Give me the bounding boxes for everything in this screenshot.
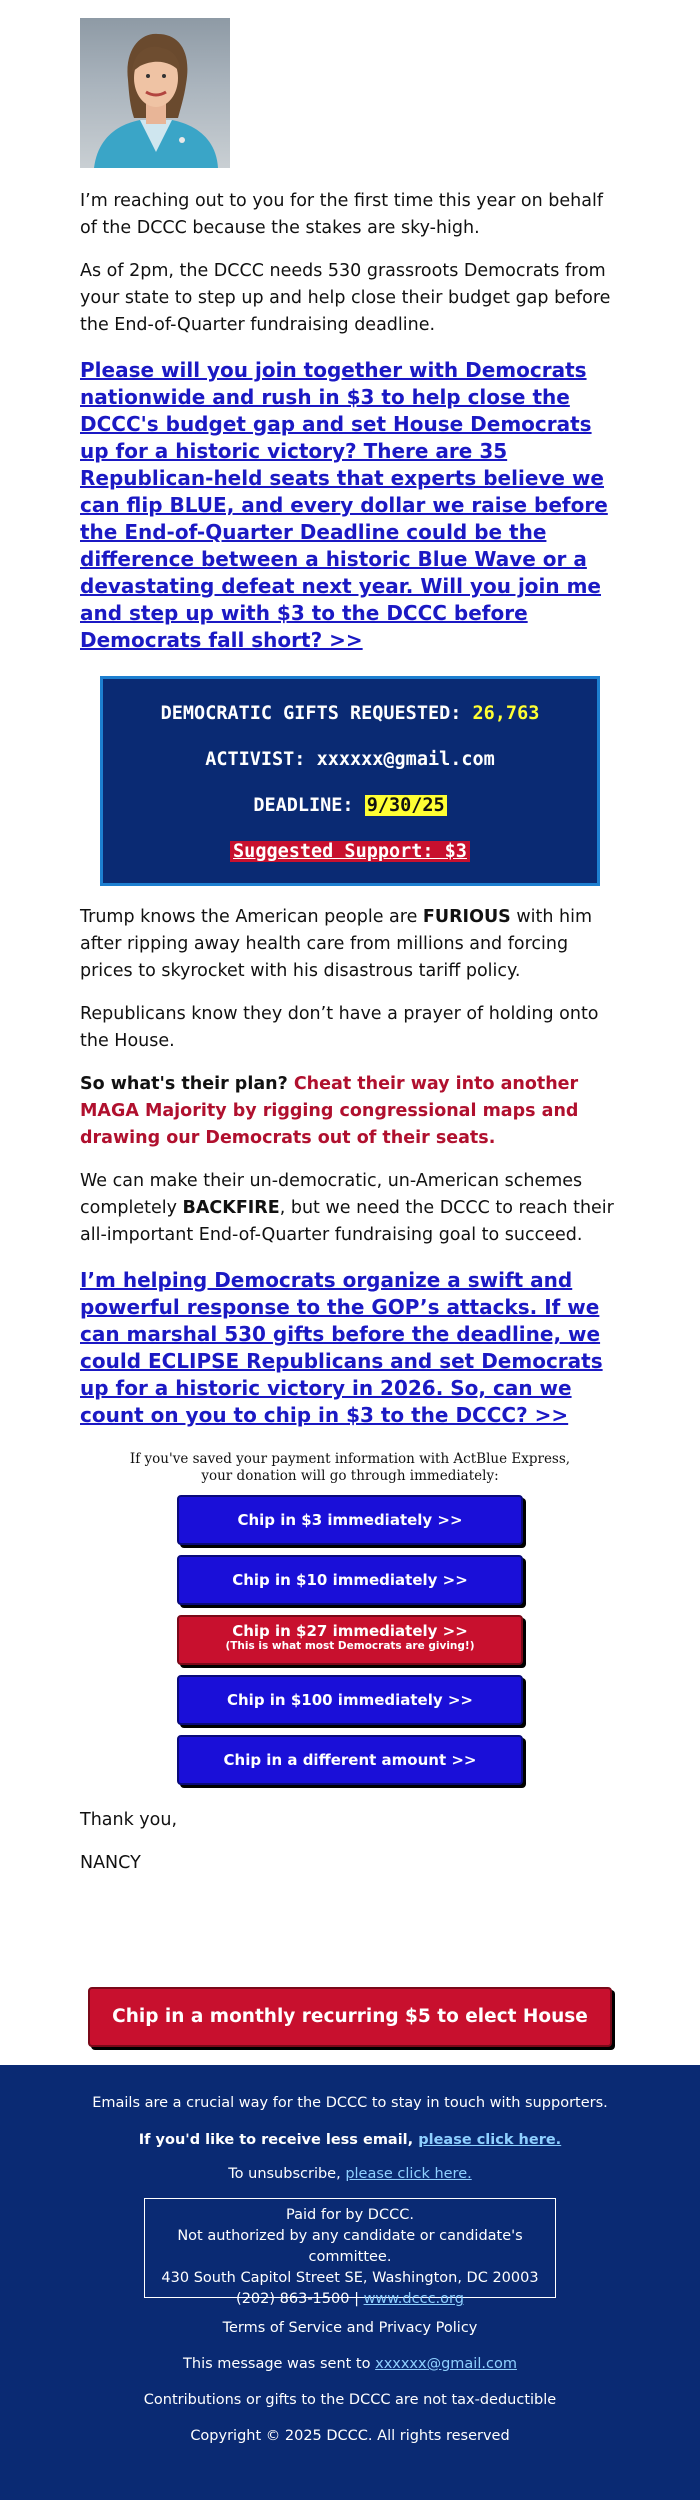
terms-link[interactable]: Terms of Service and Privacy Policy: [222, 2320, 478, 2336]
trump-text: Trump knows the American people are: [80, 907, 423, 927]
intro-paragraph: I’m reaching out to you for the first time this year on behalf of the DCCC because the stakes are sky-high.: [80, 191, 603, 238]
deadline-row: [103, 783, 597, 829]
sent-to-email-link[interactable]: xxxxxx@gmail.com: [375, 2356, 517, 2372]
republicans-paragraph: Republicans know they don’t have a prayer of holding onto the House.: [80, 1004, 599, 1051]
actblue-note-line: your donation will go through immediately:: [201, 1468, 499, 1484]
backfire-emphasis: BACKFIRE: [182, 1198, 280, 1218]
less-email-line: [0, 2132, 700, 2148]
plan-paragraph: [80, 1071, 620, 1152]
backfire-paragraph: [80, 1168, 620, 1249]
unsubscribe-line: [0, 2166, 700, 2182]
paid-for-box: [144, 2198, 556, 2307]
email-body: [80, 18, 620, 2047]
gifts-requested-label: DEMOCRATIC GIFTS REQUESTED:: [160, 703, 462, 724]
gifts-requested-row: [103, 691, 597, 737]
backfire-text-end: , but we need the DCCC to reach their all-important End-of-Quarter fundraising goal to succeed.: [80, 1198, 614, 1245]
activist-value: xxxxxx@gmail.com: [316, 749, 495, 770]
unsubscribe-link[interactable]: please click here.: [345, 2166, 472, 2182]
footer: [0, 2065, 700, 2500]
chip-other-amount-button[interactable]: Chip in a different amount >>: [177, 1735, 523, 1785]
signature: NANCY: [80, 1853, 141, 1873]
donate-link-main[interactable]: Please will you join together with Democrats nationwide and rush in $3 to help close the DCCC's budget gap and set House Democrats up for a historic victory? There are 35 Republican-held seats that experts believe we can flip BLUE, and every dollar we raise before the End-of-Quarter Deadline could be the difference between a historic Blue Wave or a devastating defeat next year. Will you join me and step up with $3 to the DCCC before Democrats fall short? >>: [80, 358, 608, 652]
chip-100-button[interactable]: Chip in $100 immediately >>: [177, 1675, 523, 1725]
paid-for-text: Paid for by DCCC.: [286, 2207, 414, 2223]
website-link[interactable]: www.dccc.org: [363, 2291, 464, 2307]
gift-request-box: [100, 676, 600, 886]
chip-27-label: Chip in $27 immediately >>: [232, 1622, 468, 1640]
intro-paragraph: As of 2pm, the DCCC needs 530 grassroots Democrats from your state to step up and help close their budget gap before the End-of-Quarter fundraising deadline.: [80, 261, 611, 335]
chip-10-button[interactable]: Chip in $10 immediately >>: [177, 1555, 523, 1605]
deadline-label: DEADLINE:: [253, 795, 354, 816]
signoff: Thank you,: [80, 1810, 178, 1830]
address-text: 430 South Capitol Street SE, Washington, DC 20003: [161, 2270, 539, 2286]
copyright: Copyright © 2025 DCCC. All rights reserved: [190, 2428, 510, 2444]
trump-text-end: with him after ripping away health care from millions and forcing prices to skyrocket with his disastrous tariff policy.: [80, 907, 593, 981]
donate-link-secondary[interactable]: I’m helping Democrats organize a swift and powerful response to the GOP’s attacks. If we can marshal 530 gifts before the deadline, we could ECLIPSE Republicans and set Democrats up for a historic victory in 2026. So, can we count on you to chip in $3 to the DCCC? >>: [80, 1268, 603, 1427]
chip-27-button[interactable]: [177, 1615, 523, 1665]
sent-to-line: [0, 2356, 700, 2372]
tax-notice: Contributions or gifts to the DCCC are not tax-deductible: [143, 2392, 557, 2408]
suggested-support-link[interactable]: Suggested Support: $3: [230, 841, 470, 862]
activist-row: [103, 737, 597, 783]
plan-answer: Cheat their way into another MAGA Majority by rigging congressional maps and drawing our Democrats out of their seats.: [80, 1074, 579, 1148]
less-email-text: If you'd like to receive less email,: [138, 2132, 414, 2148]
gifts-requested-value: 26,763: [472, 703, 540, 724]
backfire-text: We can make their un-democratic, un-American schemes completely: [80, 1171, 583, 1218]
footer-intro: Emails are a crucial way for the DCCC to stay in touch with supporters.: [92, 2095, 608, 2111]
plan-question: So what's their plan?: [80, 1074, 288, 1094]
sent-to-text: This message was sent to: [183, 2356, 371, 2372]
chip-3-button[interactable]: Chip in $3 immediately >>: [177, 1495, 523, 1545]
furious-emphasis: FURIOUS: [422, 907, 511, 927]
chip-27-subtext: (This is what most Democrats are giving!): [225, 1640, 475, 1652]
nancy-portrait: [80, 18, 230, 168]
unsubscribe-text: To unsubscribe,: [228, 2166, 341, 2182]
actblue-note-line: If you've saved your payment information with ActBlue Express,: [129, 1451, 571, 1467]
not-authorized-text: Not authorized by any candidate or candidate's committee.: [177, 2228, 523, 2265]
actblue-note: [80, 1451, 620, 1485]
activist-label: ACTIVIST:: [205, 749, 306, 770]
phone-text: (202) 863-1500 |: [236, 2291, 359, 2307]
deadline-value: 9/30/25: [366, 795, 445, 816]
contact-line: [145, 2289, 555, 2310]
trump-paragraph: [80, 904, 620, 985]
monthly-recurring-button[interactable]: Chip in a monthly recurring $5 to elect House: [88, 1987, 612, 2047]
less-email-link[interactable]: please click here.: [418, 2132, 562, 2148]
suggested-support-row: [103, 829, 597, 875]
